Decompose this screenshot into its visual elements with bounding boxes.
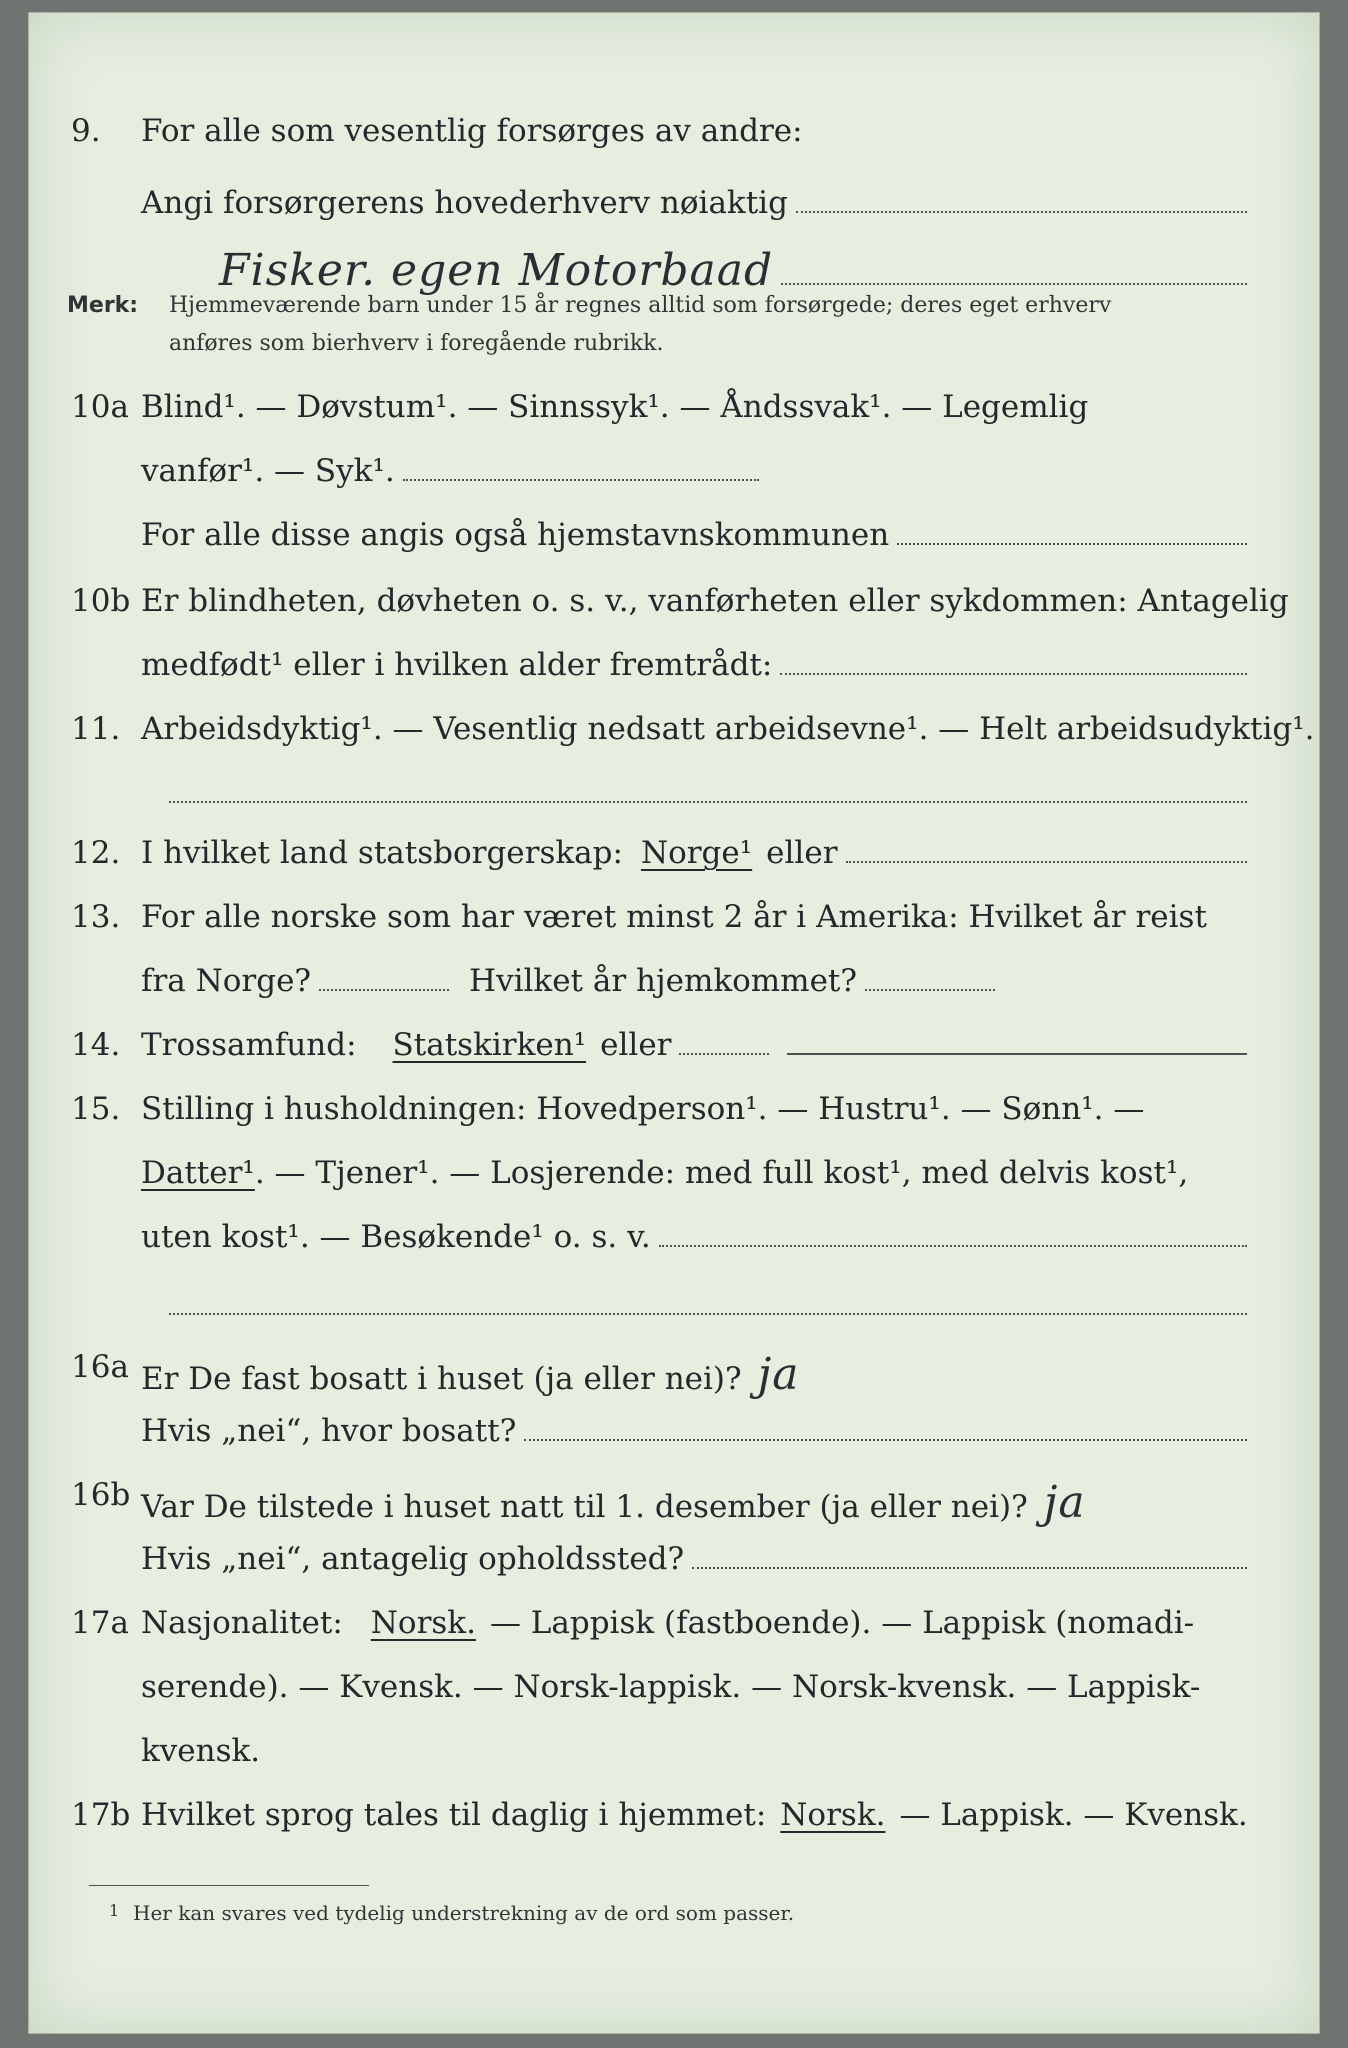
q17a-number: 17a	[71, 1605, 129, 1641]
q10a-number: 10a	[71, 389, 129, 425]
q17b-line	[29, 1797, 1319, 1857]
merk-text-2: anføres som bierhverv i foregående rubrikk.	[169, 331, 664, 356]
q13-reist-label: fra Norge?	[141, 963, 312, 999]
q15-text-3: uten kost¹. — Besøkende¹ o. s. v.	[141, 1219, 651, 1255]
q15-line1	[29, 1091, 1319, 1151]
merk-text-1: Hjemmeværende barn under 15 år regnes alltid som forsørgede; deres eget erhverv	[169, 293, 1112, 318]
q15-text-2: . — Tjener¹. — Losjerende: med full kost¹, med delvis kost¹,	[254, 1155, 1189, 1191]
q15-line2	[29, 1155, 1319, 1215]
q10a-options: Blind¹. — Døvstum¹. — Sinnssyk¹. — Åndssvak¹. — Legemlig	[141, 389, 1089, 425]
q12-line	[29, 835, 1319, 895]
q14-underlined-statskirken: Statskirken¹	[392, 1027, 587, 1063]
footnote-mark: 1	[109, 1901, 120, 1920]
q17a-line2	[29, 1669, 1319, 1729]
q9-number: 9.	[71, 113, 101, 149]
q13-hjemkommet-field[interactable]	[865, 969, 995, 991]
q17a-options-3: kvensk.	[141, 1733, 261, 1769]
q16a-handwritten-answer: ja	[757, 1349, 800, 1400]
footnote-text: Her kan svares ved tydelig understrekning av de ord som passer.	[133, 1901, 795, 1925]
q17b-options: — Lappisk. — Kvensk.	[899, 1797, 1248, 1833]
q9-line2	[29, 185, 1319, 245]
q16b-line1	[29, 1477, 1319, 1537]
q17b-underlined-norsk: Norsk.	[780, 1797, 886, 1833]
q16b-handwritten-answer: ja	[1043, 1477, 1086, 1528]
q10b-text: Er blindheten, døvheten o. s. v., vanførheten eller sykdommen: Antagelig	[141, 583, 1289, 619]
q16a-text: Er De fast bosatt i huset (ja eller nei)?	[141, 1361, 742, 1397]
q16a-bosatt-field[interactable]	[524, 1419, 1247, 1441]
q17b-label: Hvilket sprog tales til daglig i hjemmet:	[141, 1797, 767, 1833]
q16b-line2	[29, 1541, 1319, 1601]
q10a-syk-field[interactable]	[403, 459, 759, 481]
q15-answer-field[interactable]	[169, 1313, 1247, 1315]
q12-eller: eller	[766, 835, 838, 871]
q17a-options-2: serende). — Kvensk. — Norsk-lappisk. — Norsk-kvensk. — Lappisk-	[141, 1669, 1201, 1705]
q13-line2	[29, 963, 1319, 1023]
q17b-number: 17b	[71, 1797, 131, 1833]
q17a-underlined-norsk: Norsk.	[370, 1605, 476, 1641]
q13-hjemkommet-label: Hvilket år hjemkommet?	[469, 963, 858, 999]
q16b-opholdssted-label: Hvis „nei“, antagelig opholdssted?	[141, 1541, 685, 1577]
q10a-options-2: vanfør¹. — Syk¹.	[141, 453, 395, 489]
q11-number: 11.	[71, 711, 121, 747]
q9-provider-field[interactable]	[796, 191, 1247, 213]
q13-line1	[29, 899, 1319, 959]
q11-text: Arbeidsdyktig¹. — Vesentlig nedsatt arbeidsevne¹. — Helt arbeidsudyktig¹.	[141, 711, 1315, 747]
q11-line1	[29, 711, 1319, 771]
q12-underlined-norge: Norge¹	[640, 835, 753, 871]
q11-answer-field[interactable]	[169, 801, 1247, 803]
census-form-page	[28, 12, 1320, 2034]
q14-other-field[interactable]	[787, 1033, 1247, 1055]
q15-line3	[29, 1219, 1319, 1279]
q14-number: 14.	[71, 1027, 121, 1063]
q14-label: Trossamfund:	[141, 1027, 357, 1063]
q10a-hjemstavn-field[interactable]	[897, 523, 1247, 545]
q13-number: 13.	[71, 899, 121, 935]
q16b-opholdssted-field[interactable]	[692, 1547, 1247, 1569]
q15-number: 15.	[71, 1091, 121, 1127]
q10b-alder-label: medfødt¹ eller i hvilken alder fremtrådt:	[141, 647, 773, 683]
q17a-label: Nasjonalitet:	[141, 1605, 343, 1641]
q10a-line1	[29, 389, 1319, 449]
q13-text: For alle norske som har været minst 2 år i Amerika: Hvilket år reist	[141, 899, 1207, 935]
q16b-number: 16b	[71, 1477, 131, 1513]
q10a-line3	[29, 517, 1319, 577]
q10b-line2	[29, 647, 1319, 707]
q10a-hjemstavn-label: For alle disse angis også hjemstavnskommunen	[141, 517, 890, 553]
q10b-number: 10b	[71, 583, 131, 619]
q10b-alder-field[interactable]	[780, 653, 1247, 675]
q15-other-field[interactable]	[659, 1225, 1247, 1247]
q16a-line1	[29, 1349, 1319, 1409]
footnote	[29, 1901, 1319, 1937]
q9-text: For alle som vesentlig forsørges av andre:	[141, 113, 803, 149]
q17a-line3	[29, 1733, 1319, 1793]
q9-provider-label: Angi forsørgerens hovederhverv nøiaktig	[141, 185, 788, 221]
merk-label: Merk:	[67, 293, 139, 318]
q12-other-country-field[interactable]	[846, 841, 1247, 863]
q17a-line1	[29, 1605, 1319, 1665]
q10a-line2	[29, 453, 1319, 513]
q12-label: I hvilket land statsborgerskap:	[141, 835, 623, 871]
q16a-bosatt-label: Hvis „nei“, hvor bosatt?	[141, 1413, 517, 1449]
q10b-line1	[29, 583, 1319, 643]
q12-number: 12.	[71, 835, 121, 871]
q13-reist-field[interactable]	[319, 969, 449, 991]
merk-line2	[29, 331, 1319, 371]
merk-line1	[29, 293, 1319, 333]
q16b-text: Var De tilstede i huset natt til 1. desember (ja eller nei)?	[141, 1489, 1028, 1525]
q14-line	[29, 1027, 1319, 1087]
footnote-divider	[89, 1885, 369, 1886]
q16a-line2	[29, 1413, 1319, 1473]
q17a-options-1: — Lappisk (fastboende). — Lappisk (nomadi-	[489, 1605, 1195, 1641]
q9-handwritten-answer: Fisker. egen Motorbaad	[219, 245, 774, 296]
q15-underlined-datter: Datter¹	[141, 1155, 255, 1191]
q9-line1	[29, 113, 1319, 173]
q16a-number: 16a	[71, 1349, 129, 1385]
q15-text-1: Stilling i husholdningen: Hovedperson¹. — Hustru¹. — Sønn¹. —	[141, 1091, 1145, 1127]
q14-eller: eller	[600, 1027, 672, 1063]
